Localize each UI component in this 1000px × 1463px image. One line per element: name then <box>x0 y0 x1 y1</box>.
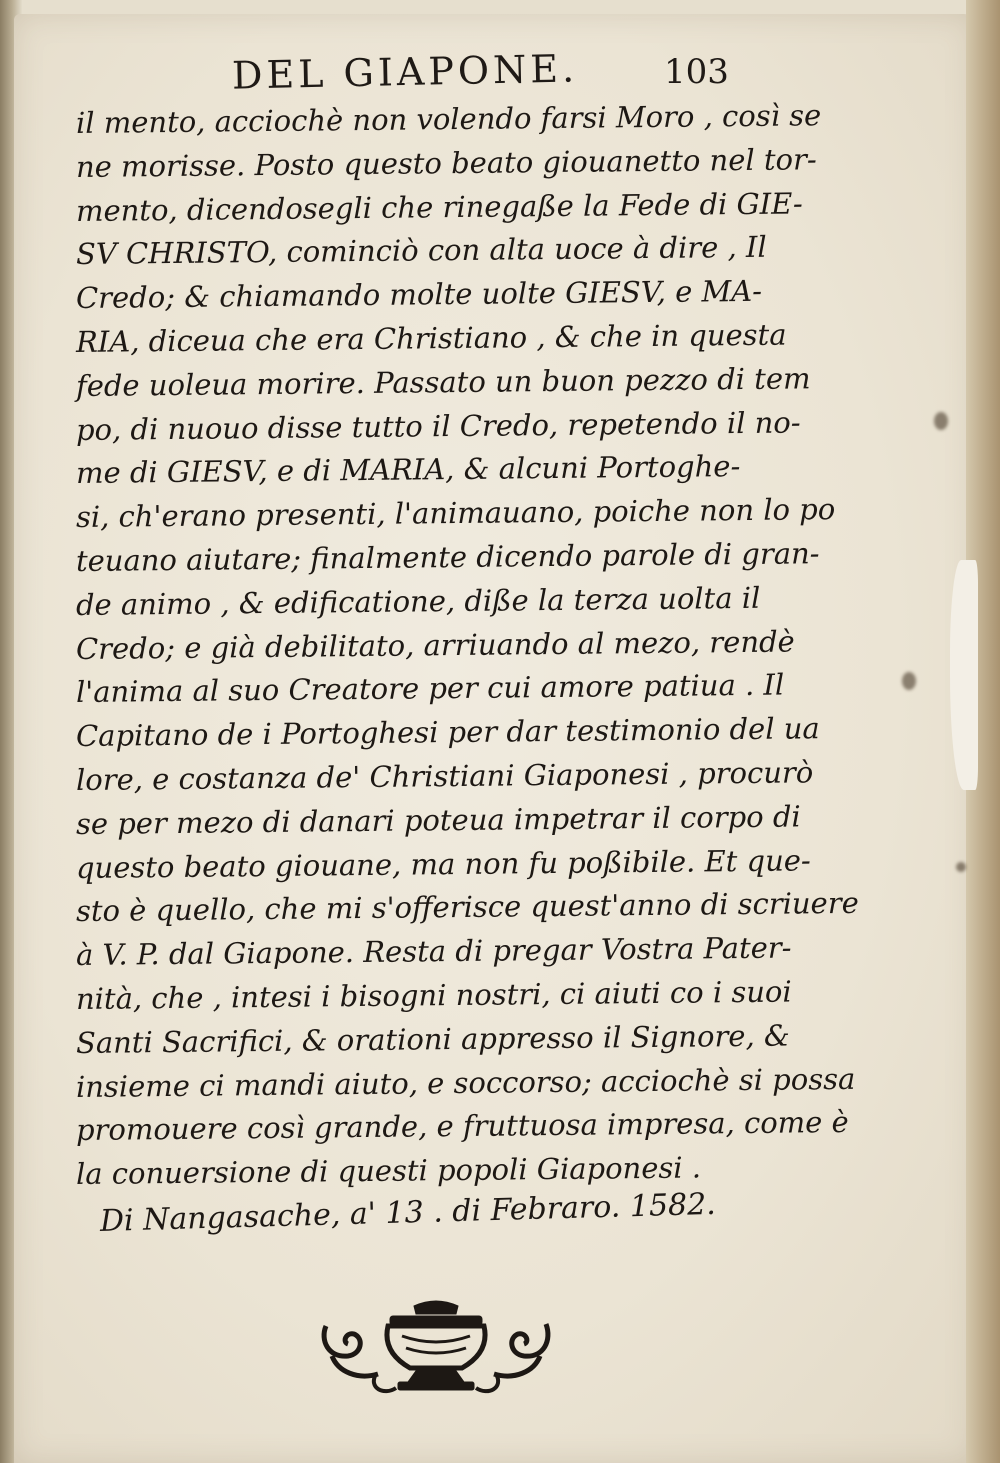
running-title: DEL GIAPONE. <box>231 46 579 98</box>
vase-tailpiece-ornament-icon <box>318 1296 554 1400</box>
text-line: se per mezo di danari poteua impetrar il corpo di <box>75 799 801 841</box>
text-line: insieme ci mandi aiuto, e soccorso; acciochè si possa <box>75 1061 856 1104</box>
paper-tear <box>950 560 978 790</box>
text-line: sto è quello, che mi s'offerisce quest'anno di scriuere <box>75 886 859 929</box>
ink-blot-mark <box>902 672 916 690</box>
text-line: l'anima al suo Creatore per cui amore patiua . Il <box>75 667 785 710</box>
text-line: RIA, diceua che era Christiano , & che in questa <box>75 317 787 359</box>
text-line: teuano aiutare; finalmente dicendo parole di gran- <box>75 536 820 578</box>
text-line: questo beato giouane, ma non fu poßibile. Et que- <box>75 842 811 885</box>
text-line: ne morisse. Posto questo beato giouanetto nel tor- <box>75 142 817 184</box>
text-line: nità, che , intesi i bisogni nostri, ci aiuti co i suoi <box>75 974 792 1016</box>
text-line: si, ch'erano presenti, l'animauano, poiche non lo po <box>75 492 836 535</box>
text-line: Credo; & chiamando molte uolte GIESV, e MA- <box>75 274 763 316</box>
text-line: promouere così grande, e fruttuosa impresa, come è <box>75 1105 849 1148</box>
text-line: de animo , & edificatione, diße la terza uolta il <box>75 580 761 622</box>
text-line: la conuersione di questi popoli Giaponesi . <box>75 1150 702 1192</box>
page-number: 103 <box>664 52 729 92</box>
page-header <box>231 46 752 100</box>
text-line: fede uoleua morire. Passato un buon pezzo di tem <box>75 361 811 403</box>
text-line: SV CHRISTO, cominciò con alta uoce à dire , Il <box>75 230 767 272</box>
ink-blot-mark <box>956 862 966 872</box>
text-line: me di GIESV, e di MARIA, & alcuni Portoghe- <box>75 449 741 491</box>
body-text <box>75 98 859 1197</box>
dateline: Di Nangasache, a' 13 . di Febraro. 1582. <box>99 1186 717 1239</box>
text-line: Santi Sacrifici, & orationi appresso il Signore, & <box>75 1018 790 1060</box>
text-line: Capitano de i Portoghesi per dar testimonio del ua <box>75 711 820 754</box>
text-line: po, di nuouo disse tutto il Credo, repetendo il no- <box>75 404 801 447</box>
text-line: mento, dicendosegli che rinegaße la Fede di GIE- <box>75 185 803 228</box>
ink-blot-mark <box>934 412 948 430</box>
text-line: à V. P. dal Giapone. Resta di pregar Vostra Pater- <box>75 930 792 973</box>
text-line: il mento, acciochè non volendo farsi Moro , così se <box>75 98 822 140</box>
text-line: Credo; e già debilitato, arriuando al mezo, rendè <box>75 624 795 666</box>
text-line: lore, e costanza de' Christiani Giaponesi , procurò <box>75 755 814 797</box>
